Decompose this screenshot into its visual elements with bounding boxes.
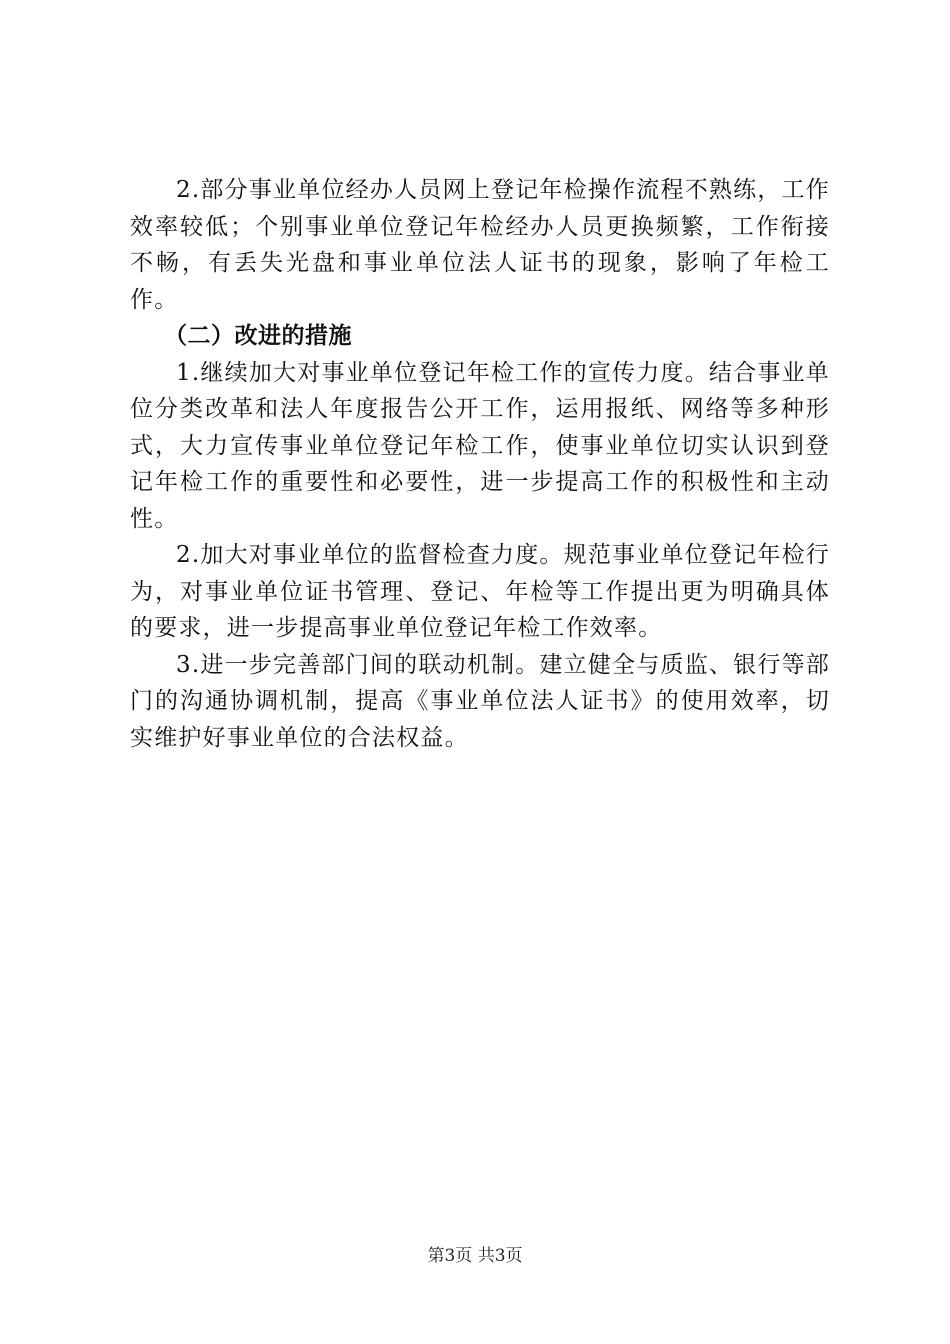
paragraph-measure-3: 3.进一步完善部门间的联动机制。建立健全与质监、银行等部门的沟通协调机制，提高《事业单位法人证书》的使用效率，切实维护好事业单位的合法权益。 [130, 651, 830, 751]
paragraph-measure-1: 1.继续加大对事业单位登记年检工作的宣传力度。结合事业单位分类改革和法人年度报告公开工作，运用报纸、网络等多种形式，大力宣传事业单位登记年检工作，使事业单位切实认识到登记年检工作的重要性和必要性，进一步提高工作的积极性和主动性。 [130, 359, 830, 532]
paragraph-measure-2: 2.加大对事业单位的监督检查力度。规范事业单位登记年检行为，对事业单位证书管理、登记、年检等工作提出更为明确具体的要求，进一步提高事业单位登记年检工作效率。 [130, 542, 830, 641]
section-heading-improvements: （二）改进的措施 [164, 323, 352, 349]
paragraph-issue-2: 2.部分事业单位经办人员网上登记年检操作流程不熟练，工作效率较低；个别事业单位登记年检经办人员更换频繁，工作衔接不畅，有丢失光盘和事业单位法人证书的现象，影响了年检工作。 [130, 177, 830, 313]
page-footer: 第3页 共3页 [427, 1246, 523, 1266]
document-body [130, 172, 830, 756]
